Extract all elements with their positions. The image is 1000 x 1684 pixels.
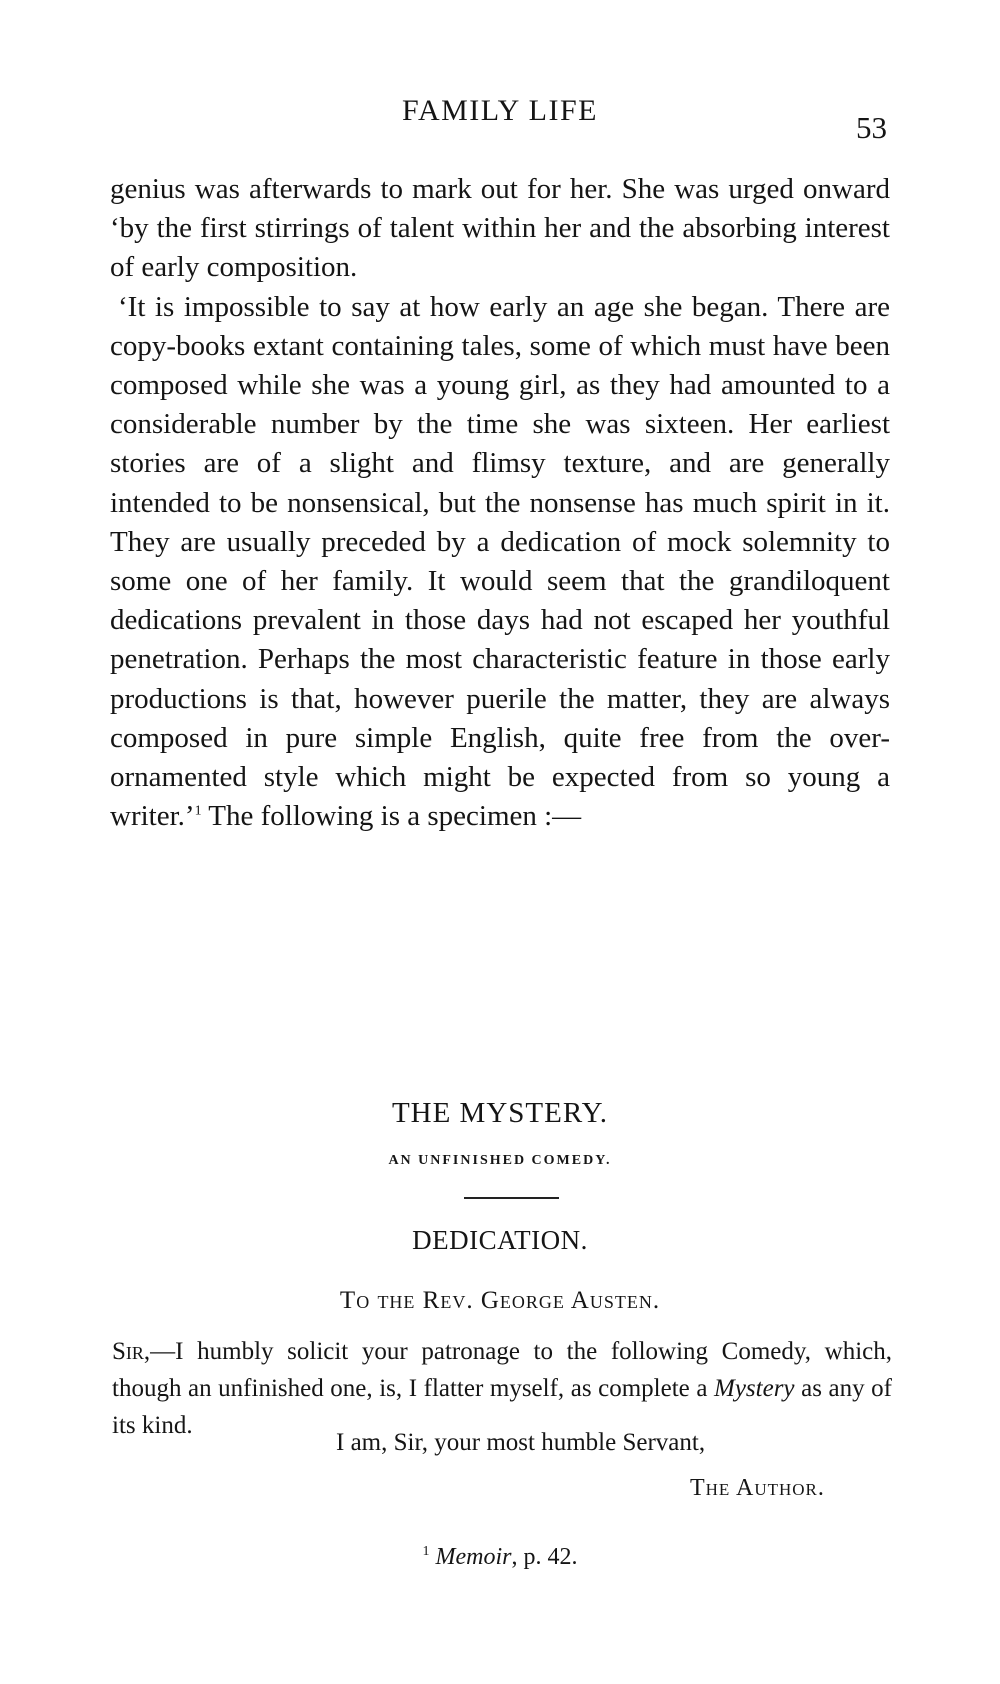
- dedication-italic-title: Mystery: [714, 1375, 795, 1402]
- play-title: THE MYSTERY.: [391, 1097, 609, 1129]
- dedication-signature: The Author.: [690, 1475, 825, 1501]
- footnote-source: Memoir: [435, 1544, 512, 1570]
- play-subtitle: AN UNFINISHED COMEDY.: [388, 1153, 612, 1168]
- dedication-heading: DEDICATION.: [412, 1225, 588, 1255]
- body-paragraph-2-tail: The following is a specimen :—: [201, 800, 582, 833]
- main-text-block: [110, 170, 890, 836]
- dedication-closing: I am, Sir, your most humble Servant,: [336, 1429, 706, 1456]
- running-header-title: FAMILY LIFE: [402, 94, 598, 127]
- body-paragraph-2: [110, 288, 890, 837]
- footnote: [0, 1544, 1000, 1571]
- footnote-page-ref: , p. 42.: [511, 1544, 578, 1570]
- footnote-marker: 1: [422, 1544, 430, 1559]
- dedication-salutation: Sir,: [112, 1338, 151, 1365]
- dedication-body: [112, 1333, 892, 1444]
- section-divider-rule: [464, 1197, 559, 1199]
- footnote-reference-marker: 1: [194, 803, 202, 819]
- body-paragraph-1: genius was afterwards to mark out for her. She was urged onward ‘by the first stirrings of talent within her and the absorbing interest of early composition.: [110, 173, 890, 284]
- dedication-text-part-2: as any of its kind.: [112, 1375, 892, 1439]
- page-number: 53: [856, 110, 887, 145]
- dedication-text-part-1: —I humbly solicit your patronage to the following Comedy, which, though an unfinished one, is, I flatter myself, as complete a: [112, 1338, 892, 1402]
- dedication-addressee: To the Rev. George Austen.: [339, 1287, 661, 1314]
- body-paragraph-2-quote: ‘It is impossible to say at how early an age she began. There are copy-books extant containing tales, some of which must have been composed while she was a young girl, as they had amounted to a considerable number by the time she was sixteen. Her earliest stories are of a slight and flimsy texture, and are generally intended to be nonsensical, but the nonsense has much spirit in it. They are usually preceded by a dedication of mock solemnity to some one of her family. It would seem that the grandiloquent dedications prevalent in those days had not escaped her youthful penetration. Perhaps the most characteristic feature in those early productions is that, however puerile the matter, they are always composed in pure simple English, quite free from the over-ornamented style which might be expected from so young a writer.’: [110, 290, 890, 833]
